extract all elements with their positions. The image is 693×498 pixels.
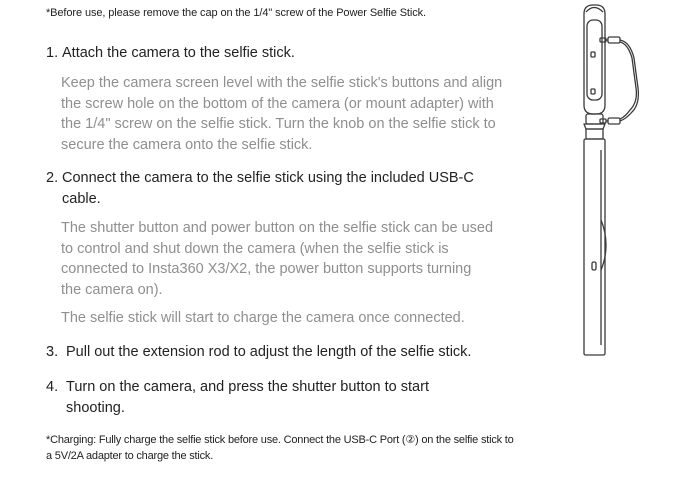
camera-lens (586, 8, 603, 13)
camera-button (591, 89, 595, 94)
step-2-number: 2. (46, 170, 59, 186)
selfie-stick-illustration (572, 0, 652, 362)
step-1-desc-line: secure the camera onto the selfie stick. (61, 137, 313, 154)
step-2-desc-line: the camera on). (61, 282, 163, 299)
step-2-desc-line: The shutter button and power button on the selfie stick can be used (61, 220, 494, 236)
cable-plug-tip (606, 40, 608, 121)
step-3-title: Pull out the extension rod to adjust the length of the selfie stick. (66, 344, 472, 360)
step-2-title-line: cable. (62, 191, 101, 207)
step-2-title (62, 168, 493, 210)
top-note: *Before use, please remove the cap on the 1/4" screw of the Power Selfie Stick. (46, 7, 426, 19)
step-1-desc-line: the screw hole on the bottom of the camera (or mount adapter) with (61, 95, 494, 112)
step-1-number: 1. (46, 45, 59, 61)
step-1-description (61, 73, 502, 156)
step-3 (46, 342, 471, 363)
camera-button (591, 52, 595, 57)
step-2-description (61, 218, 493, 301)
camera-screen (587, 20, 602, 100)
step-2-desc-line: to control and shut down the camera (when the selfie stick is (61, 240, 449, 257)
charging-note (46, 433, 536, 464)
step-4-title-line: Turn on the camera, and press the shutter button to start (66, 379, 429, 395)
charging-note-line: a 5V/2A adapter to charge the stick. (46, 449, 214, 462)
step-1-desc-line: the 1/4" screw on the selfie stick. Turn the knob on the selfie stick to (61, 116, 496, 133)
step-1-title: Attach the camera to the selfie stick. (62, 45, 295, 61)
step-1 (46, 43, 502, 156)
step-4-title-line: shooting. (66, 400, 125, 416)
charging-note-line: *Charging: Fully charge the selfie stick before use. Connect the USB-C Port (②) on the selfie stick to (46, 434, 514, 446)
step-4 (46, 377, 429, 419)
step-2-title-line: Connect the camera to the selfie stick using the included USB-C (62, 170, 474, 186)
step-3-number: 3. (46, 344, 59, 360)
cable-plug-bottom (608, 118, 620, 124)
stick-rod (584, 139, 605, 355)
step-1-desc-line: Keep the camera screen level with the selfie stick's buttons and align (61, 75, 503, 91)
step-4-title (66, 377, 429, 419)
step-2-desc-line: connected to Insta360 X3/X2, the power button supports turning (61, 261, 472, 278)
power-button (592, 262, 596, 270)
step-2-extra: The selfie stick will start to charge the camera once connected. (61, 309, 465, 326)
cable-plug-top (608, 37, 620, 43)
step-2 (46, 168, 493, 329)
mount-knob (584, 124, 605, 129)
stick-top (586, 129, 603, 139)
step-4-number: 4. (46, 379, 59, 395)
usb-c-cable-inner (620, 42, 636, 119)
